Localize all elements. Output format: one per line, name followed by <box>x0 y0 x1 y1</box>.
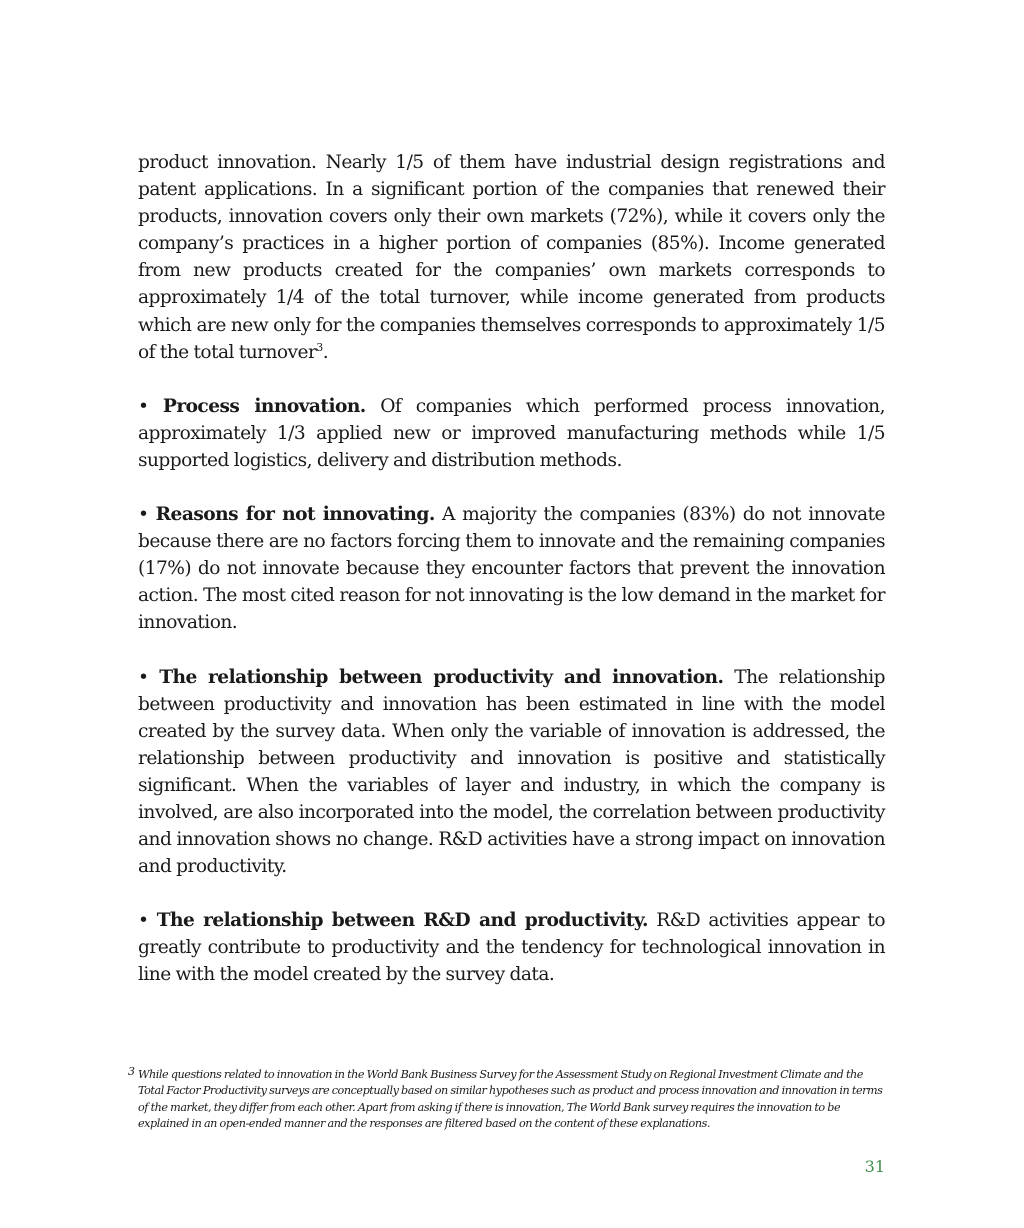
footnote <box>128 1067 885 1132</box>
page-content <box>138 149 885 1016</box>
footnote-reference[interactable]: 3 <box>316 340 323 354</box>
paragraph-process-innovation <box>138 393 885 474</box>
bullet-icon: • <box>138 395 149 417</box>
paragraph-heading: Reasons for not innovating. <box>155 504 435 526</box>
paragraph-text: Of companies which performed process innovation, approximately 1/3 applied new or improved manufacturing methods while 1/5 supported logistics, delivery and distribution methods. <box>138 395 885 471</box>
paragraph-text: The relationship between productivity and innovation has been estimated in line with the model created by the survey data. When only the variable of innovation is addressed, the relationship between productivity and innovation is positive and statistically significant. When the variables of layer and industry, in which the company is involved, are also incorporated into the model, the correlation between productivity and innovation shows no change. R&D activities have a strong impact on innovation and productivity. <box>138 666 885 878</box>
paragraph-text: R&D activities appear to greatly contribute to productivity and the tendency for technological innovation in line with the model created by the survey data. <box>138 910 885 986</box>
paragraph-heading: Process innovation. <box>162 395 366 417</box>
paragraph-heading: The relationship between R&D and productivity. <box>156 910 648 932</box>
paragraph-text: A majority the companies (83%) do not innovate because there are no factors forcing them to innovate and the remaining companies (17%) do not innovate because they encounter factors that prevent the innovation action. The most cited reason for not innovating is the low demand in the market for innovation. <box>138 504 885 634</box>
paragraph-product-innovation-continued <box>138 149 885 366</box>
bullet-icon: • <box>138 666 149 688</box>
paragraph-suffix: . <box>322 341 329 363</box>
bullet-icon: • <box>138 910 149 932</box>
paragraph-heading: The relationship between productivity and innovation. <box>159 666 724 688</box>
footnote-number: 3 <box>128 1065 135 1078</box>
footnote-text: While questions related to innovation in the World Bank Business Survey for the Assessment Study on Regional Investment Climate and the Total Factor Productivity surveys are conceptually based on similar hypotheses such as product and process innovation and innovation in terms of the market, they differ from each other. Apart from asking if there is innovation, The World Bank survey requires the innovation to be explained in an open-ended manner and the responses are filtered based on the content of these explanations. <box>138 1068 883 1130</box>
page-number: 31 <box>864 1157 885 1176</box>
bullet-icon: • <box>138 504 149 526</box>
paragraph-productivity-innovation <box>138 664 885 881</box>
paragraph-rd-productivity <box>138 907 885 988</box>
paragraph-text: product innovation. Nearly 1/5 of them have industrial design registrations and patent applications. In a significant portion of the companies that renewed their products, innovation covers only their own markets (72%), while it covers only the company’s practices in a higher portion of companies (85%). Income generated from new products created for the companies’ own markets corresponds to approximately 1/4 of the total turnover, while income generated from products which are new only for the companies themselves corresponds to approximately 1/5 of the total turnover <box>138 152 885 363</box>
paragraph-reasons-not-innovating <box>138 501 885 636</box>
